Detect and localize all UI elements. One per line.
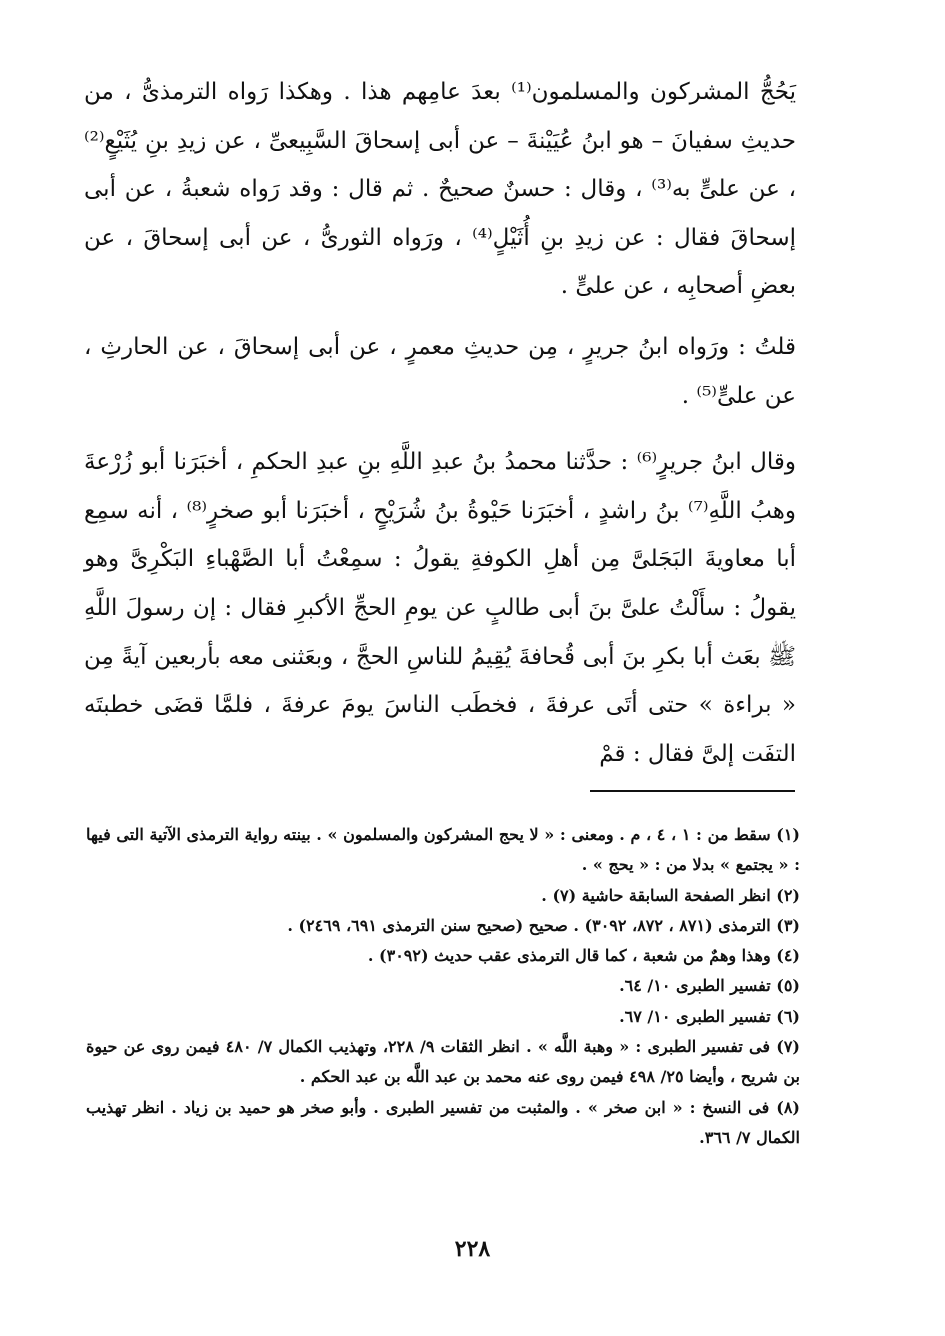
paragraph-3: وقال ابنُ جريرٍ⁽⁶⁾ : حدَّثنا محمدُ بنُ عبدِ اللَّهِ بنِ عبدِ الحكمِ ، أخبَرَنا أبو زُرْعةَ وهبُ اللَّهِ⁽⁷⁾ بنُ راشدٍ ، أخبَرَنا حَيْوةُ بنُ شُرَيْحٍ ، أخبَرَنا أبو صخرٍ⁽⁸⁾ ، أنه سمِع أبا معاويةَ البَجَلىَّ مِن أهلِ الكوفةِ يقولُ : سمِعْتُ أبا الصَّهْباءِ البَكْرِىَّ وهو يقولُ : سأَلْتُ علىَّ بنَ أبى طالبٍ عن يومِ الحجِّ الأكبرِ فقال : إن رسولَ اللَّهِ ﷺ بعَث أبا بكرِ بنَ أبى قُحافةَ يُقِيمُ للناسِ الحجَّ ، وبعَثنى معه بأربعين آيةً مِن « براءة » حتى أتَى عرفةَ ، فخطَب الناسَ يومَ عرفةَ ، فلمَّا قضَى خطبتَه التفَت إلىَّ فقال : قمْ: [84, 449, 796, 767]
page-number: ٢٢٨: [454, 1236, 491, 1262]
main-text: [84, 68, 796, 778]
footnote-8: (٨) فى النسخ : « ابن صخر » . والمثبت من تفسير الطبرى . وأبو صخر هو حميد بن زياد . انظر تهذيب الكمال ٧/ ٣٦٦.: [86, 1097, 800, 1147]
footnote-4: (٤) وهذا وهمٌ من شعبة ، كما قال الترمذى عقب حديث (٣٠٩٢) .: [367, 946, 800, 966]
paragraph-1: يَحُجُّ المشركون والمسلمون⁽¹⁾ بعدَ عامِهم هذا . وهكذا رَواه الترمذىُّ ، من حديثِ سفيانَ – هو ابنُ عُيَيْنةَ – عن أبى إسحاقَ السَّبِيعىِّ ، عن زيدِ بنِ يُثَيْعٍ⁽²⁾ ، عن علىٍّ به⁽³⁾ ، وقال : حسنٌ صحيحٌ . ثم قال : وقد رَواه شعبةُ ، عن أبى إسحاقَ فقال : عن زيدِ بنِ أُثَيْلٍ⁽⁴⁾ ، ورَواه الثورىُّ ، عن أبى إسحاقَ ، عن بعضِ أصحابِه ، عن علىٍّ .: [84, 79, 796, 300]
footnote-3: (٣) الترمذى (٨٧١ ، ٨٧٢، ٣٠٩٢) . صحيح (صحيح سنن الترمذى ٦٩١، ٢٤٦٩) .: [287, 915, 800, 935]
footnote-6: (٦) تفسير الطبرى ١٠/ ٦٧.: [619, 1006, 800, 1026]
footnote-1: (١) سقط من : ١ ، ٤ ، م . ومعنى : « لا يحج المشركون والمسلمون » . بينته رواية الترمذى الآتية التى فيها : « يجتمع » بدلا من : « يحج » .: [86, 825, 800, 875]
footnote-5: (٥) تفسير الطبرى ١٠/ ٦٤.: [619, 976, 800, 996]
paragraph-2: قلتُ : ورَواه ابنُ جريرٍ ، مِن حديثِ معمرٍ ، عن أبى إسحاقَ ، عن الحارثِ ، عن علىٍّ⁽⁵⁾ .: [84, 333, 796, 409]
footnote-7: (٧) فى تفسير الطبرى : « وهبة اللَّه » . انظر الثقات ٩/ ٢٢٨، وتهذيب الكمال ٧/ ٤٨٠ فيمن روى عن حيوة بن شريح ، وأيضا ٢٥/ ٤٩٨ فيمن روى عنه محمد بن عبد اللَّه بن عبد الحكم .: [86, 1037, 800, 1087]
footnote-separator: [590, 790, 795, 792]
footnote-2: (٢) انظر الصفحة السابقة حاشية (٧) .: [541, 885, 800, 905]
footnotes: [86, 820, 800, 1153]
